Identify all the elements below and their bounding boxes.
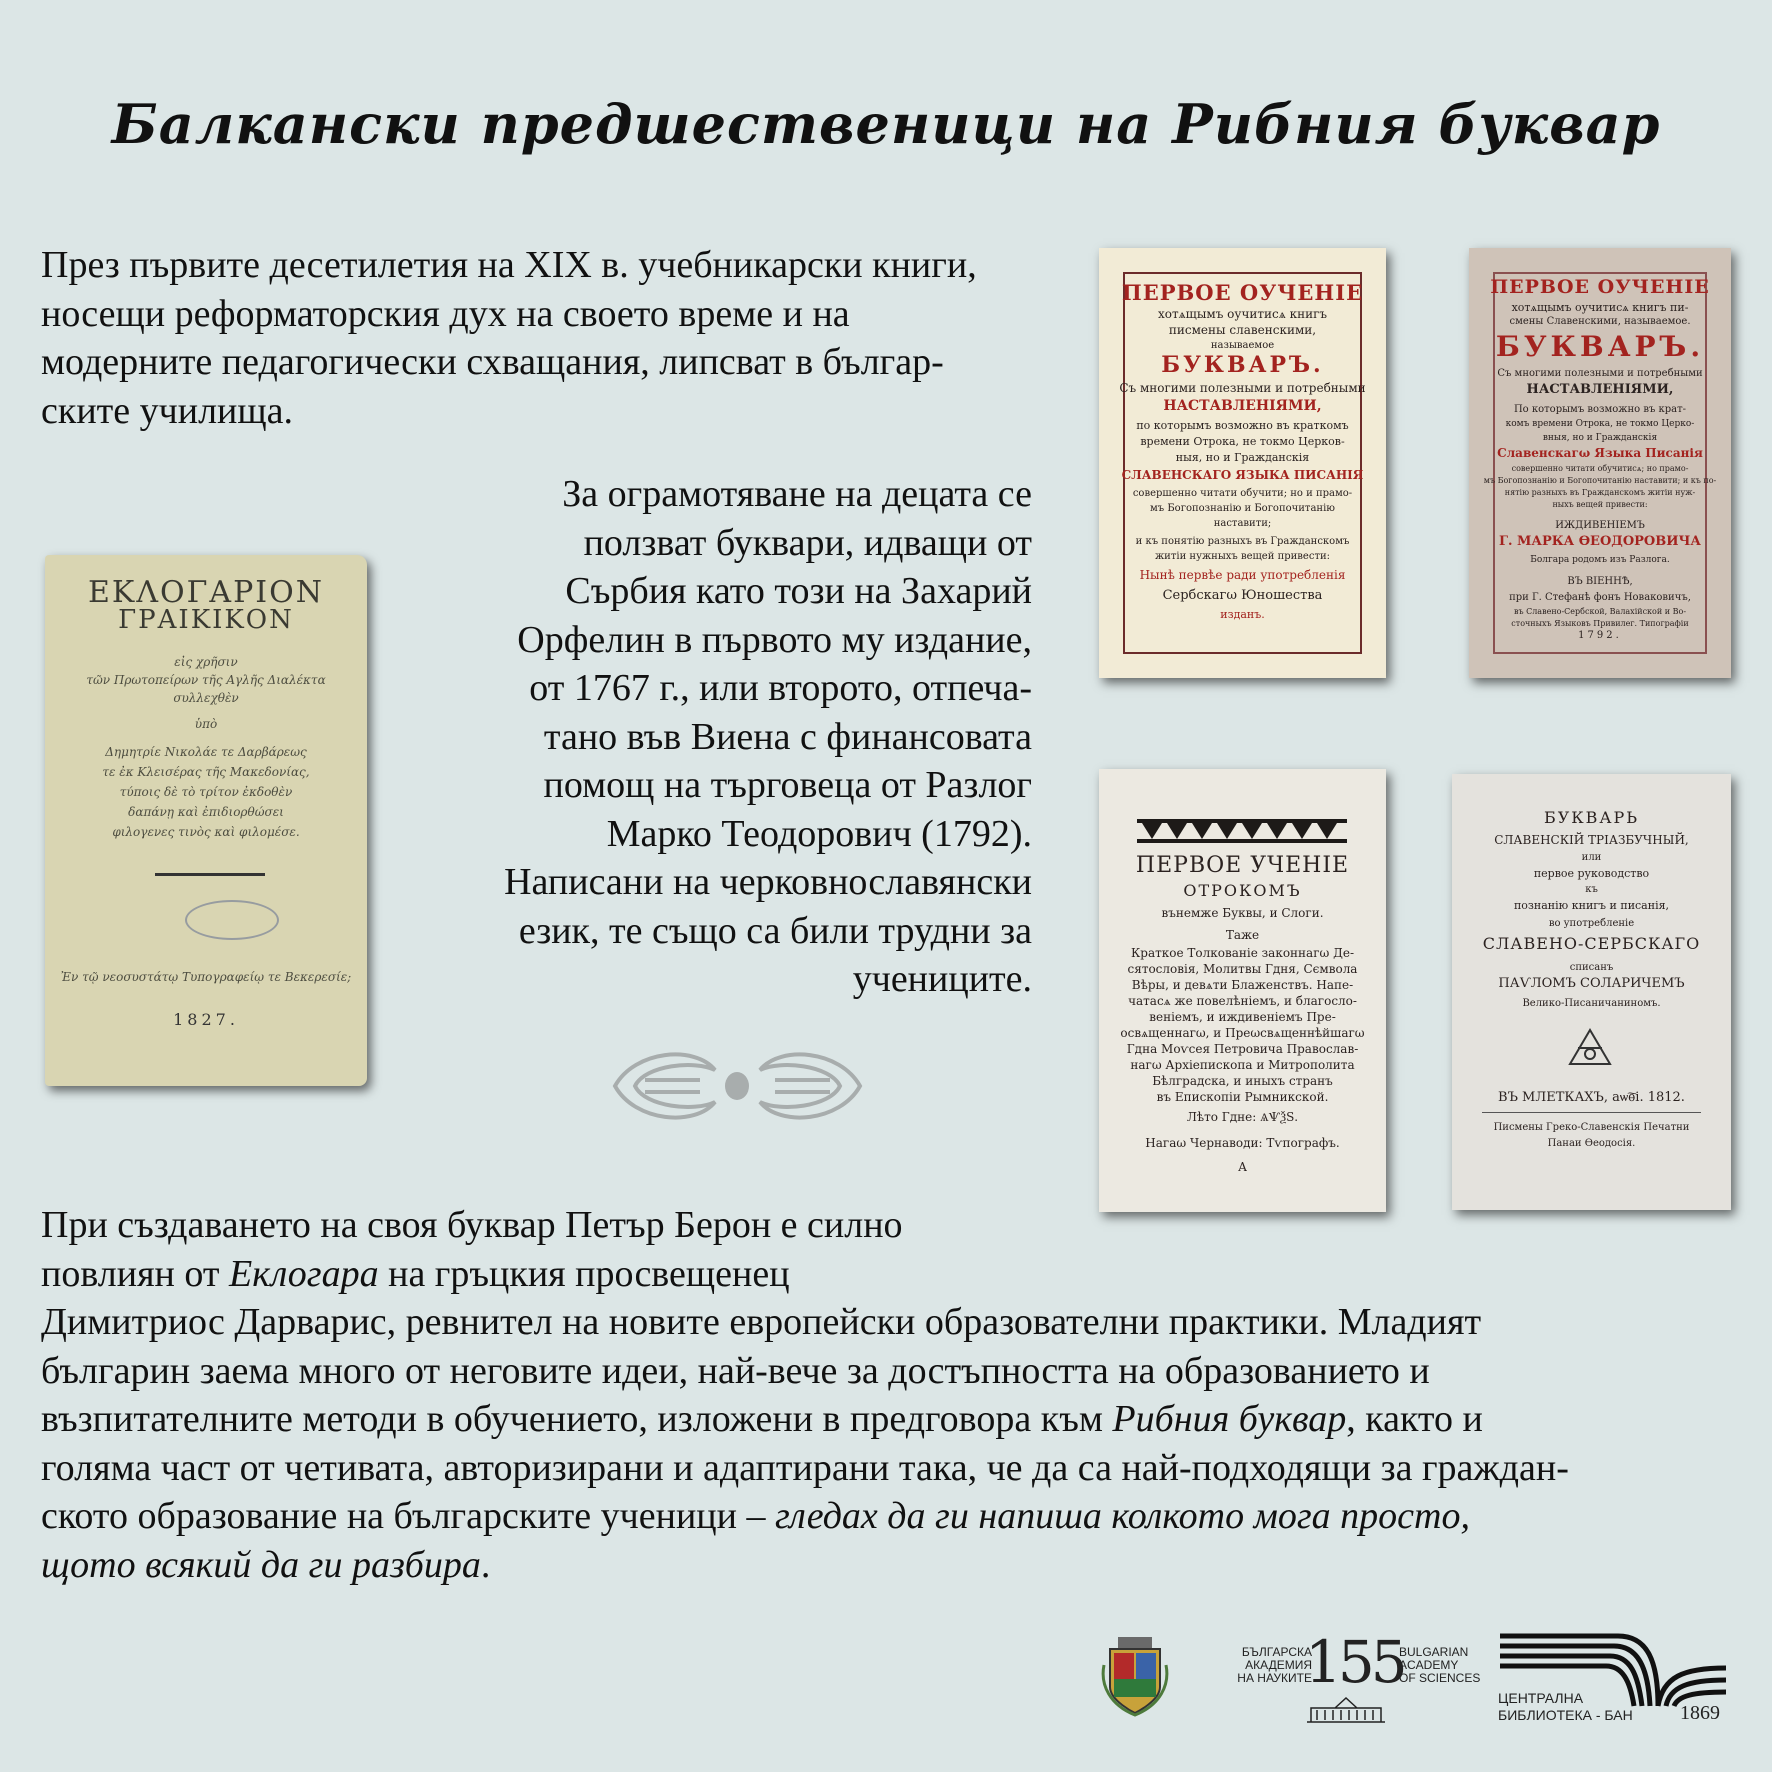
paragraph-line: голяма част от четивата, авторизирани и адаптирани така, че да са най-подходящи за граждан- — [41, 1446, 1569, 1489]
book-line: ПЕРВОЕ УЧЕНІЕ — [1135, 853, 1350, 878]
book-line: чатасѧ же повелѣніемъ, и благосло- — [1128, 994, 1357, 1008]
paragraph-line: Написани на черковнославянски — [504, 861, 1032, 903]
book-line: комъ времени Отрока, не токмо Церко- — [1505, 419, 1695, 429]
paragraph-line: ското образование на българските ученици – гледах да ги напиша колкото мога просто, — [41, 1495, 1470, 1537]
book-line: τε ἐκ Κλεισέρας τῆς Μακεδονίας, — [102, 765, 310, 779]
primer-otrokom-image — [1099, 769, 1386, 1212]
paragraph-line: от 1767 г., или второто, отпеча- — [529, 667, 1032, 709]
book-line: писмены славенскими, — [1168, 323, 1317, 337]
book-year: 1827. — [173, 1010, 239, 1029]
book-subtitle: ΓΡΑΙΚΙΚΟΝ — [118, 605, 294, 635]
bas-logo-text-en: BULGARIAN ACADEMY OF SCIENCES — [1399, 1645, 1481, 1685]
book-line: Болгара родомъ изъ Разлога. — [1530, 555, 1670, 565]
paragraph-line: тано във Виена с финансовата — [543, 715, 1032, 758]
book-line: первое руководство — [1533, 867, 1650, 880]
book-line: По которымъ возможно въ крат- — [1513, 404, 1687, 415]
book-line: ПЕРВОЕ ОУЧЕНІЕ — [1121, 280, 1364, 305]
paragraph-line: модерните педагогически схващания, липсват в българ- — [41, 341, 944, 383]
book-line: Съ многими полезными и потребными — [1119, 381, 1366, 395]
book-line: смены Славенскими, называемое. — [1509, 316, 1691, 327]
book-line: δαπάνῃ καὶ ἐπιδιορθώσει — [128, 805, 284, 819]
book-line: вънемже Буквы, и Слоги. — [1161, 906, 1324, 920]
paragraph-line: възпитателните методи в обучението, изложени в предговора към Рибния буквар, както и — [41, 1398, 1483, 1440]
book-line: СЛАВЕНСКАГО ЯЗЫКА ПИСАНІЯ — [1121, 468, 1364, 482]
paragraph-line: Орфелин в първото му издание, — [517, 618, 1032, 661]
book-line: Бѣлградска, и иныхъ странъ — [1152, 1074, 1333, 1088]
book-line: познанію книгъ и писанія, — [1513, 899, 1670, 912]
book-line: освѧщеннагω, и Преωсвѧщеннѣйшагω — [1120, 1026, 1365, 1040]
book-line: Славенскагω Языка Писанія — [1497, 446, 1703, 460]
book-line: НАСТАВЛЕНІЯМИ, — [1526, 382, 1674, 397]
book-line: Краткое Толкованіе законнагω Де- — [1130, 946, 1354, 960]
bas-logo-text-bg: БЪЛГАРСКА АКАДЕМИЯ НА НАУКИТЕ — [1237, 1645, 1312, 1685]
primers-paragraph — [440, 470, 1032, 1004]
paragraph-line: За ограмотяване на децата се — [562, 473, 1032, 515]
book-line: τῶν Πρωτοπείρων τῆς Αγλῆς Διαλέκτα — [86, 673, 326, 687]
paragraph-line: българин заема много от неговите идеи, най-вече за достъпността на образованието и — [41, 1349, 1430, 1392]
book-title-eklogar: Еклогара — [229, 1252, 379, 1295]
library-logo-text: ЦЕНТРАЛНА БИБЛИОТЕКА - БАН — [1498, 1690, 1633, 1723]
quote: щото всякий да ги разбира — [41, 1543, 481, 1586]
book-line: ПАѴЛОМЪ СОЛАРИЧЕМЪ — [1498, 976, 1685, 991]
book-line: ИЖДИВЕНІЕМЪ — [1555, 520, 1645, 531]
printer-mark-icon — [1562, 1024, 1618, 1068]
book-line: нятію разныхъ въ Гражданскомъ житіи нуж- — [1504, 488, 1696, 497]
paragraph-line: ските училища. — [41, 389, 294, 432]
book-line: ОТРОКОМЪ — [1183, 881, 1302, 900]
beron-paragraph — [41, 1201, 1741, 1589]
book-line: къ — [1585, 884, 1598, 895]
book-line: Велико-Писаничаниномъ. — [1522, 998, 1661, 1009]
book-line: мъ Богопознанію и Богопочитанію — [1150, 503, 1335, 514]
book-line: Лѣто Гдне: ѦѰѮЅ. — [1186, 1110, 1299, 1124]
book-line: въ Славено-Сербской, Валахійской и Во- — [1513, 607, 1687, 616]
book-line: Г. МАРКА ѲЕОДОРОВИЧА — [1499, 534, 1701, 549]
book-title-fish-primer: Рибния буквар — [1112, 1398, 1347, 1440]
book-line: мъ Богопознанію и Богопочитанію наставити; и къ по- — [1483, 476, 1717, 485]
book-line: БУКВАРЪ. — [1495, 330, 1705, 363]
book-line: совершенно читати обучити; но и прамо- — [1132, 488, 1353, 499]
book-line: Δημητρίε Νικολάε τε Δαρβάρεως — [105, 745, 307, 759]
paragraph-line: Сърбия като този на Захарий — [565, 570, 1032, 612]
paragraph-line: щото всякий да ги разбира. — [41, 1543, 491, 1586]
book-line: ныя, но и Гражданскія — [1175, 451, 1310, 464]
book-line: веніемъ, и иждивеніемъ Пре- — [1149, 1010, 1336, 1024]
book-line: ныхъ вещей привести: — [1552, 500, 1648, 509]
library-stamp — [185, 900, 279, 940]
book-line: συλλεχθὲν — [173, 691, 239, 705]
paragraph-line: носещи реформаторския дух на своето време и на — [41, 292, 850, 335]
bas-155-logo: 155 — [1305, 1628, 1404, 1696]
book-line: по которымъ возможно въ краткомъ — [1136, 419, 1349, 432]
book-line: житіи нужныхъ вещей привести: — [1154, 551, 1331, 562]
book-line: ВЪ МЛЕТКАХЪ, аѡ͠ѳі. 1812. — [1498, 1090, 1685, 1105]
book-line: Нагаω Чернаводи: Тѵпографъ. — [1145, 1136, 1340, 1150]
page-title: Балкански предшественици на Рибния буквар — [111, 92, 1661, 156]
book-line: времени Отрока, не токмо Церков- — [1140, 435, 1345, 448]
book-line: Сербскагω Юношества — [1162, 588, 1323, 603]
divider — [155, 873, 265, 876]
academy-building-icon — [1305, 1696, 1387, 1724]
eklogarion-book-image — [45, 555, 367, 1086]
paragraph-line: повлиян от Еклогара на гръцкия просвещенец — [41, 1252, 790, 1295]
book-line: φιλογενες τινὸς καὶ φιλομέσε. — [112, 825, 300, 839]
book-line: ПЕРВОЕ ОУЧЕНІЕ — [1490, 276, 1710, 298]
book-line: БУКВАРЪ. — [1161, 352, 1324, 378]
book-line: А — [1237, 1160, 1248, 1174]
intro-paragraph — [41, 241, 1041, 435]
primer-1767-image — [1099, 248, 1386, 678]
library-year: 1869 — [1680, 1702, 1720, 1724]
book-line: Вѣры, и девѧти Блаженствъ. Напе- — [1131, 978, 1354, 992]
book-line: Панаи Ѳеодосія. — [1547, 1138, 1636, 1149]
book-imprint: Ἐν τῷ νεοσυστάτῳ Τυπογραφείῳ τε Βεκερεσίε; — [60, 970, 352, 984]
book-line: СЛАВЕНО-СЕРБСКАГО — [1482, 934, 1701, 953]
book-line: изданъ. — [1220, 608, 1265, 621]
book-line: Таже — [1225, 928, 1260, 942]
book-line: хотѧщымъ оучитисѧ книгъ пи- — [1511, 301, 1689, 314]
book-line: СЛАВЕНСКІЙ ТРІАЗБУЧНЫЙ, — [1494, 833, 1689, 847]
book-line: Писмены Греко-Славенскія Печатни — [1493, 1122, 1690, 1133]
ornament-band-icon — [1137, 819, 1347, 843]
book-line: ὑπὸ — [194, 717, 218, 731]
book-line: при Г. Стефанѣ фонъ Новаковичъ, — [1509, 592, 1691, 603]
book-line: Съ многими полезными и потребными — [1497, 368, 1703, 379]
book-line: или — [1581, 852, 1602, 863]
book-line: НАСТАВЛЕНІЯМИ, — [1163, 398, 1322, 414]
book-line: называемое — [1210, 340, 1275, 351]
book-line: ВЪ ВІЕННѢ, — [1567, 576, 1633, 587]
sofia-coat-of-arms-icon — [1100, 1635, 1170, 1717]
book-line: Нынѣ первѣе ради употребленія — [1139, 568, 1346, 582]
paragraph-line: През първите десетилетия на XIX в. учебникарски книги, — [41, 244, 977, 286]
primer-solaric-image — [1452, 774, 1731, 1210]
book-line: списанъ — [1569, 962, 1614, 973]
paragraph-line: При създаването на своя буквар Петър Берон е силно — [41, 1204, 903, 1246]
paragraph-line: език, те също са били трудни за — [518, 909, 1032, 952]
primer-1792-image — [1469, 248, 1731, 678]
book-line: въ Епископіи Рымникской. — [1156, 1090, 1329, 1104]
book-line: 1792. — [1578, 630, 1622, 641]
book-line: сточныхъ Языковъ Привилег. Типографіи — [1511, 619, 1689, 628]
book-line: εἰς χρῆσιν — [174, 655, 238, 669]
paragraph-line: ползват буквари, идващи от — [583, 521, 1032, 564]
book-line: сятословія, Молитвы Гдня, Сϵмвола — [1127, 962, 1358, 976]
book-line: Гдна Моѵсея Петровича Православ- — [1126, 1042, 1359, 1056]
paragraph-line: помощ на търговеца от Разлог — [543, 764, 1032, 806]
book-line: наставити; — [1213, 518, 1272, 529]
fish-ornament-icon — [605, 1040, 870, 1132]
quote: гледах да ги напиша колкото мога просто, — [774, 1495, 1470, 1537]
paragraph-line: учениците. — [852, 958, 1032, 1000]
book-line: во употребленіе — [1548, 918, 1635, 929]
book-line: нагω Архіепископа и Митрополита — [1130, 1058, 1355, 1072]
paragraph-line: Димитриос Дарварис, ревнител на новите европейски образователни практики. Младият — [41, 1301, 1482, 1343]
book-line: τύποις δὲ τὸ τρίτον ἐκδοθὲν — [119, 785, 293, 799]
book-line: совершенно читати обучитисѧ; но прамо- — [1511, 464, 1689, 473]
book-line: хотѧщымъ оучитисѧ книгъ — [1157, 307, 1328, 321]
book-line: и къ понятію разныхъ въ Гражданскомъ — [1135, 536, 1350, 547]
book-title: ΕΚΛΟΓΑΡΙΟΝ — [88, 575, 324, 610]
book-line: вныя, но и Гражданскія — [1542, 433, 1658, 443]
paragraph-line: Марко Теодорович (1792). — [606, 812, 1032, 855]
book-line: БУКВАРЬ — [1543, 808, 1640, 827]
